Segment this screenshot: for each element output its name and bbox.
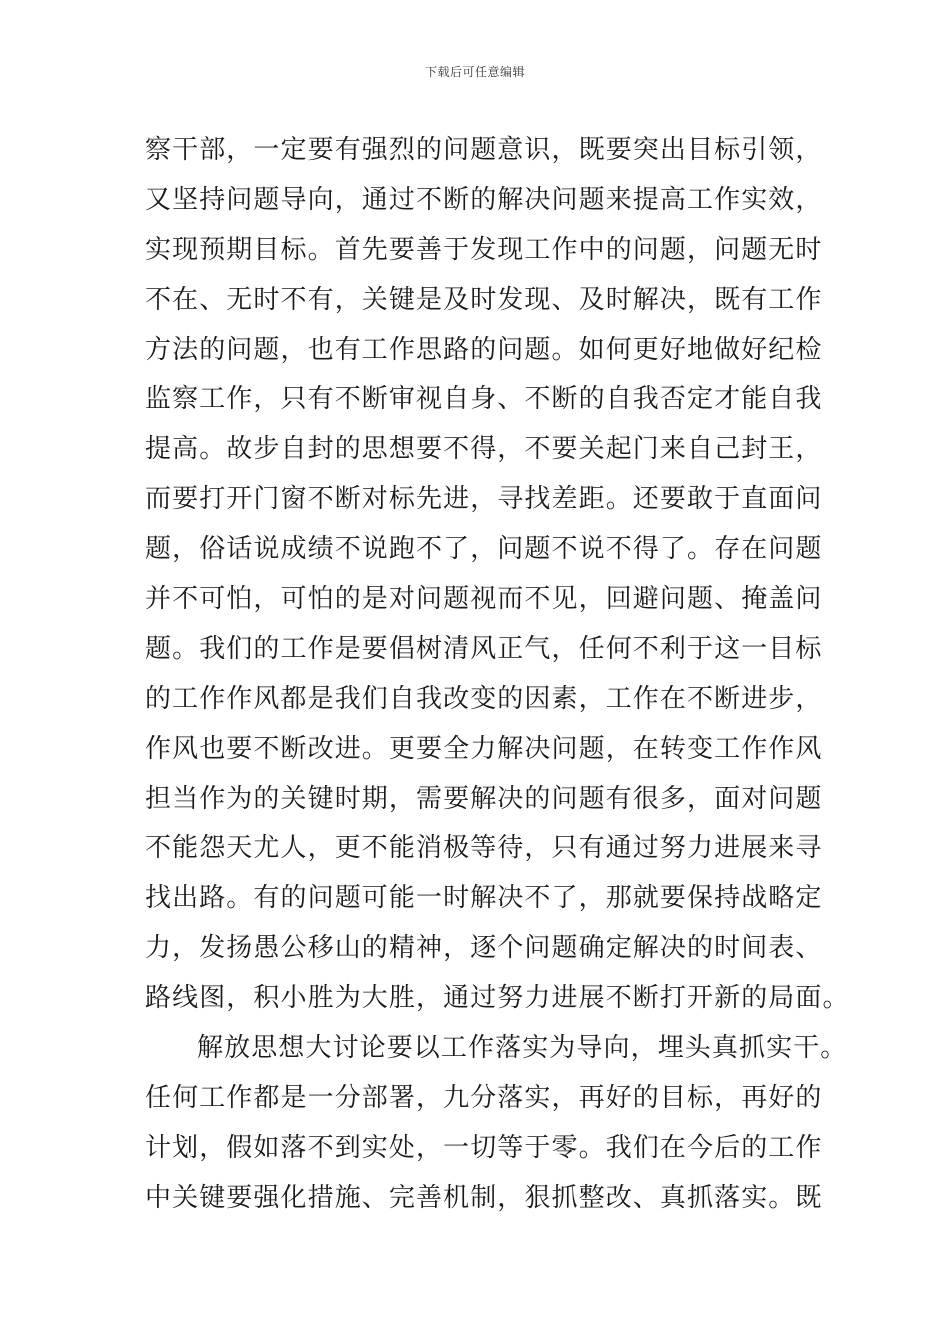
text-line: 担当作为的关键时期，需要解决的问题有很多，面对问题 [145, 783, 823, 814]
text-line: 方法的问题，也有工作思路的问题。如何更好地做好纪检 [145, 334, 823, 365]
text-line: 任何工作都是一分部署，九分落实，再好的目标，再好的 [145, 1082, 823, 1113]
body-text [145, 126, 850, 1224]
text-line: 题，俗话说成绩不说跑不了，问题不说不得了。存在问题 [145, 534, 823, 565]
text-line: 又坚持问题导向，通过不断的解决问题来提高工作实效， [145, 184, 823, 215]
paragraph-first-line: 解放思想大讨论要以工作落实为导向，埋头真抓实干。 [197, 1033, 848, 1064]
text-line: 计划，假如落不到实处，一切等于零。我们在今后的工作 [145, 1132, 823, 1163]
text-line: 题。我们的工作是要倡树清风正气，任何不利于这一目标 [145, 633, 823, 664]
text-line: 力，发扬愚公移山的精神，逐个问题确定解决的时间表、 [145, 933, 823, 964]
text-line: 提高。故步自封的思想要不得，不要关起门来自己封王， [145, 434, 823, 465]
text-line: 作风也要不断改进。更要全力解决问题，在转变工作作风 [145, 733, 823, 764]
text-line: 而要打开门窗不断对标先进，寻找差距。还要敢于直面问 [145, 484, 823, 515]
text-line: 找出路。有的问题可能一时解决不了，那就要保持战略定 [145, 883, 823, 914]
text-line: 察干部，一定要有强烈的问题意识，既要突出目标引领， [145, 135, 823, 165]
text-line: 并不可怕，可怕的是对问题视而不见，回避问题、掩盖问 [145, 584, 823, 615]
text-line: 中关键要强化措施、完善机制，狠抓整改、真抓落实。既 [145, 1182, 823, 1213]
page-header: 下载后可任意编辑 [424, 65, 525, 79]
text-line: 监察工作，只有不断审视自身、不断的自我否定才能自我 [145, 384, 823, 415]
text-line: 路线图，积小胜为大胜，通过努力进展不断打开新的局面。 [145, 983, 850, 1014]
text-line: 不在、无时不有，关键是及时发现、及时解决，既有工作 [145, 284, 823, 315]
text-line: 实现预期目标。首先要善于发现工作中的问题，问题无时 [145, 234, 823, 265]
text-line: 的工作作风都是我们自我改变的因素，工作在不断进步， [145, 683, 823, 714]
text-line: 不能怨天尤人，更不能消极等待，只有通过努力进展来寻 [145, 833, 823, 864]
